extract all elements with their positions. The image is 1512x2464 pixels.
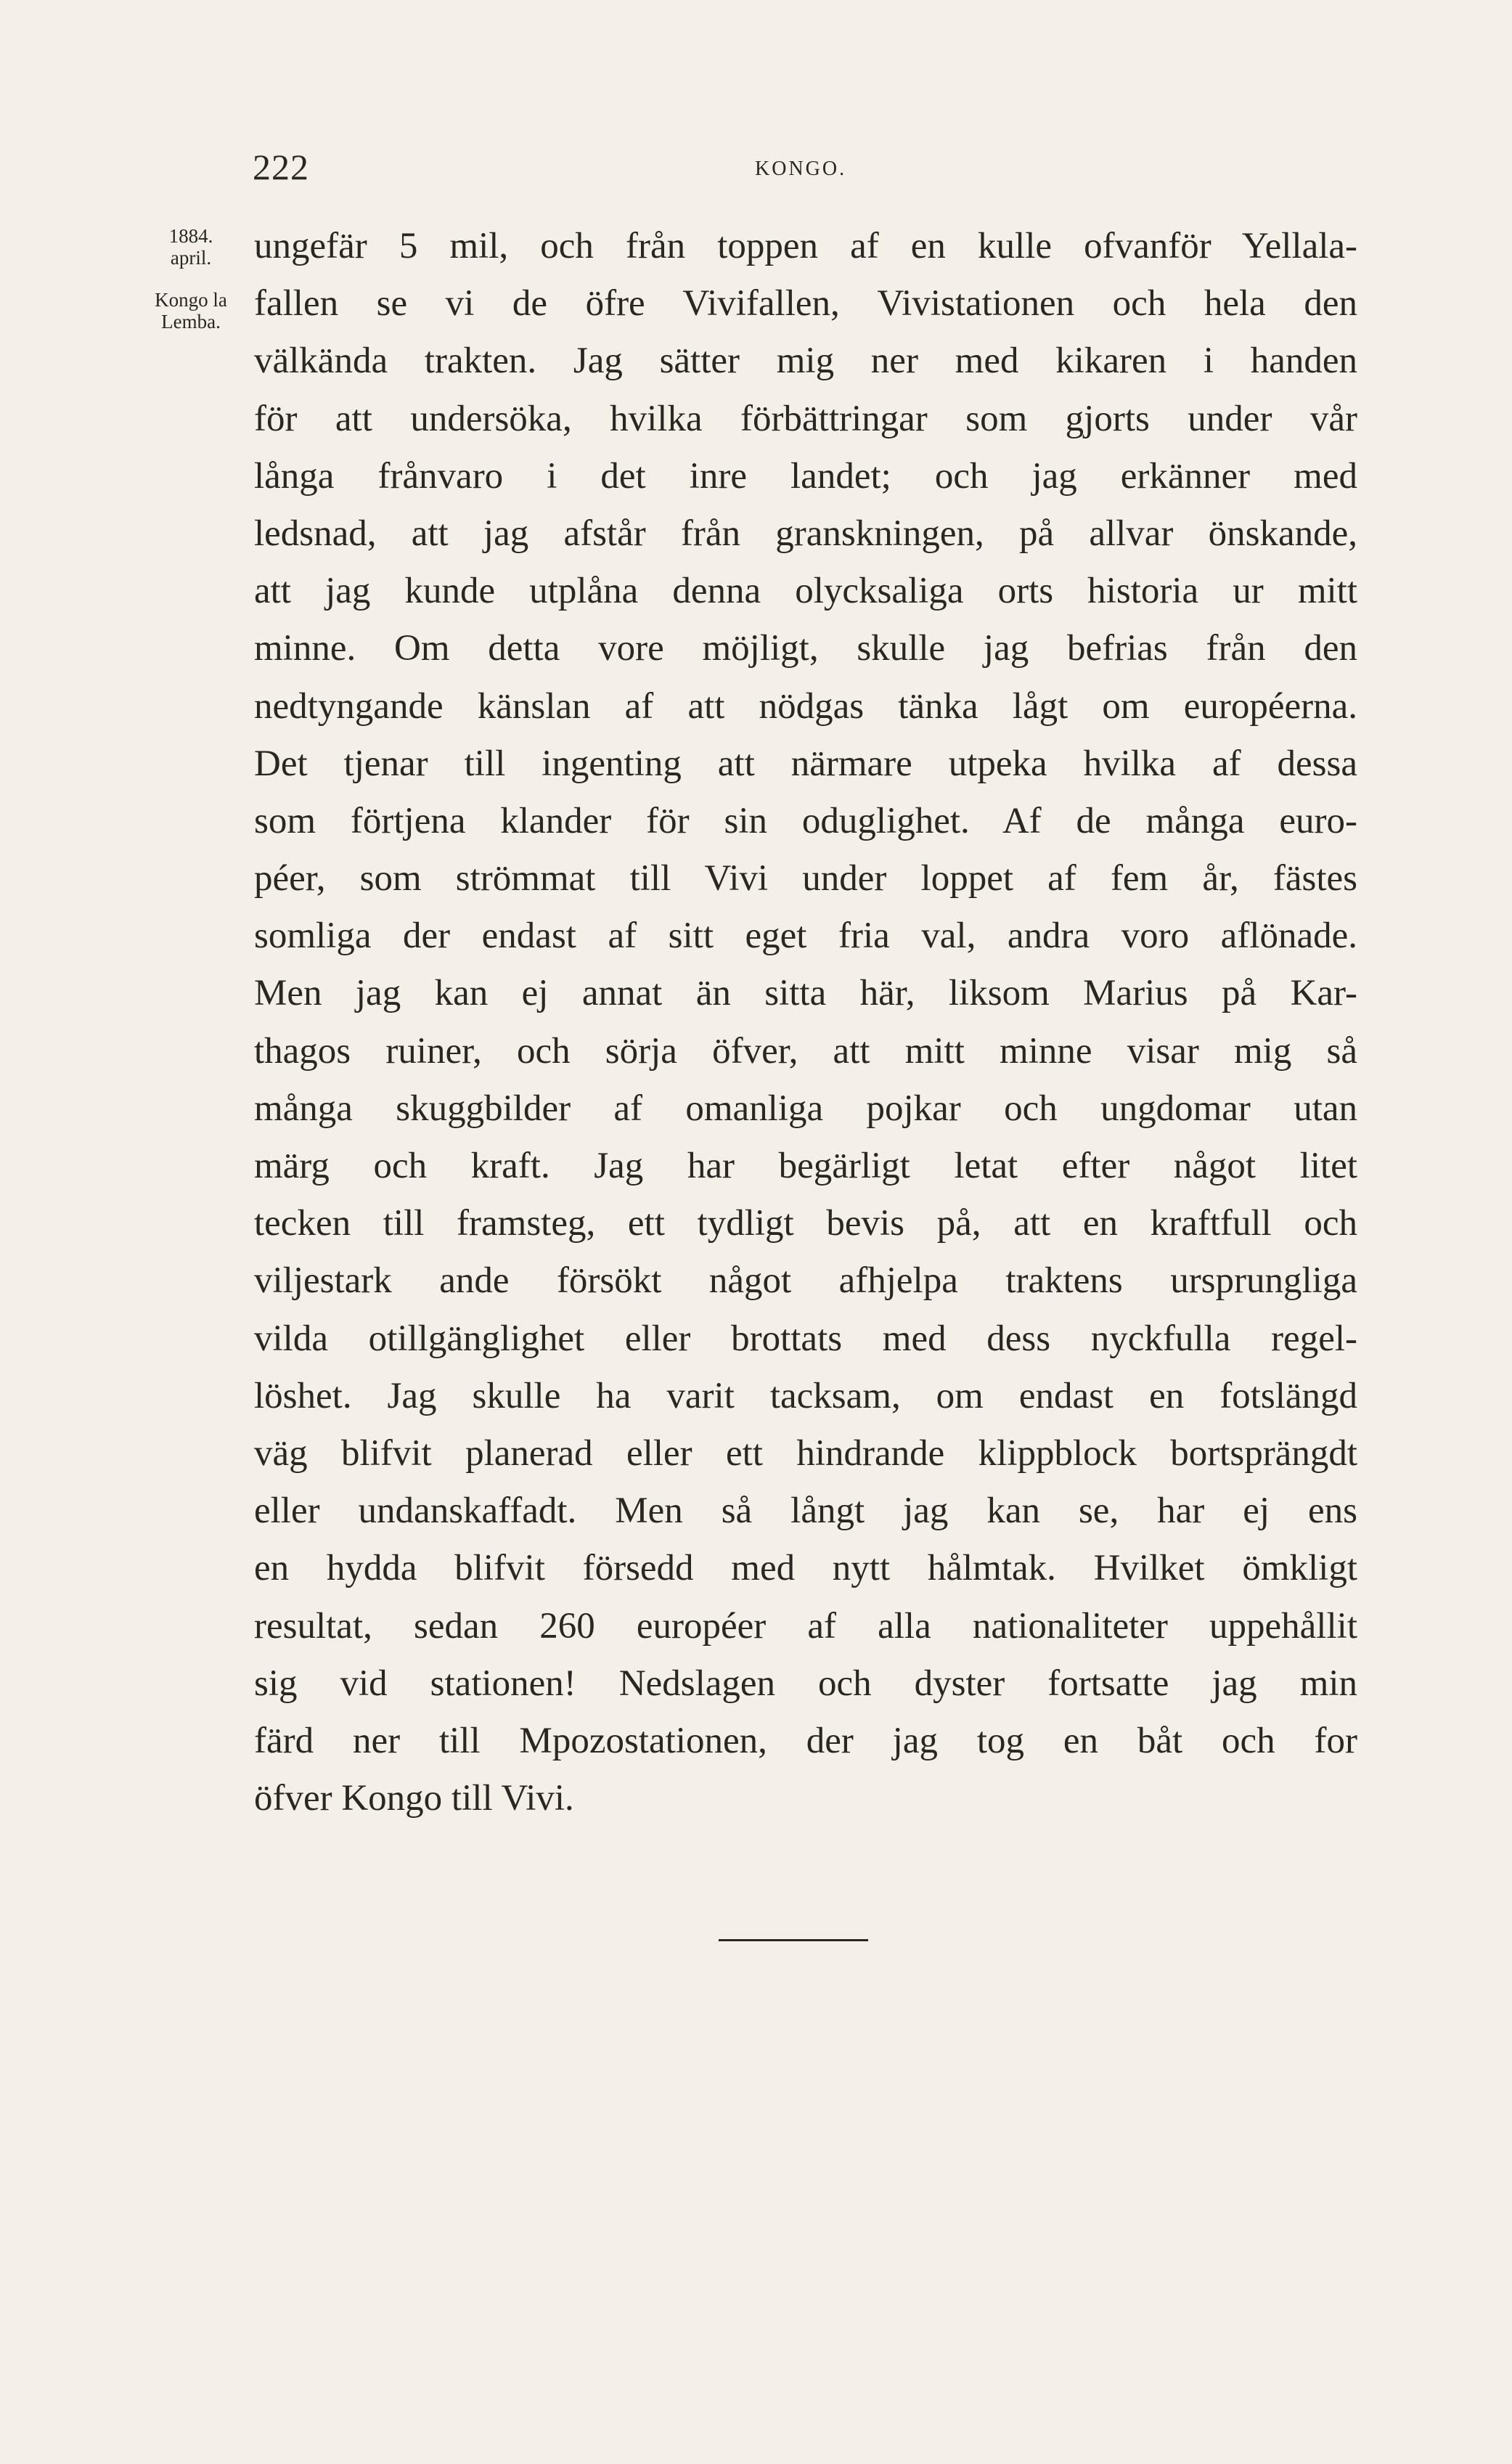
text-line: eller undanskaffadt. Men så långt jag kan se, har ej ens (254, 1490, 1357, 1532)
text-line: för att undersöka, hvilka förbättringar som gjorts under vår (254, 398, 1357, 439)
text-line: tecken till framsteg, ett tydligt bevis på, att en kraftfull och (254, 1203, 1357, 1244)
text-line: nedtyngande känslan af att nödgas tänka lågt om européerna. (254, 685, 1357, 727)
margin-note-year: 1884. (168, 225, 213, 247)
text-line: péer, som strömmat till Vivi under loppet af fem år, fästes (254, 858, 1357, 899)
text-line: somliga der endast af sitt eget fria val, andra voro aflönade. (254, 915, 1357, 957)
text-line: att jag kunde utplåna denna olycksaliga orts historia ur mitt (254, 571, 1357, 612)
text-line: löshet. Jag skulle ha varit tacksam, om endast en fotslängd (254, 1375, 1357, 1416)
body-text (254, 218, 1357, 1827)
text-line: ledsnad, att jag afstår från granskningen, på allvar önskande, (254, 513, 1357, 554)
text-line: som förtjena klander för sin oduglighet. Af de många euro- (254, 800, 1357, 841)
text-line: färd ner till Mpozostationen, der jag tog en båt och for (254, 1720, 1357, 1761)
text-line: välkända trakten. Jag sätter mig ner med kikaren i handen (254, 340, 1357, 382)
margin-notes (136, 225, 245, 333)
text-line: Men jag kan ej annat än sitta här, liksom Marius på Kar- (254, 973, 1357, 1014)
page-number: 222 (253, 147, 309, 187)
margin-note-place: Kongo la (155, 289, 227, 311)
text-line: fallen se vi de öfre Vivifallen, Vivistationen och hela den (254, 283, 1357, 325)
text-line: märg och kraft. Jag har begärligt letat efter något litet (254, 1146, 1357, 1186)
text-line-last: öfver Kongo till Vivi. (254, 1778, 574, 1819)
page-header (0, 145, 1512, 189)
text-line: Det tjenar till ingenting att närmare utpeka hvilka af dessa (254, 743, 1357, 784)
text-line: viljestark ande försökt något afhjelpa traktens ursprungliga (254, 1260, 1357, 1302)
text-line: långa frånvaro i det inre landet; och jag erkänner med (254, 455, 1357, 497)
margin-note-month: april. (170, 247, 212, 269)
section-end-rule (719, 1939, 868, 1941)
text-line: en hydda blifvit försedd med nytt hålmtak. Hvilket ömkligt (254, 1548, 1357, 1589)
text-line: minne. Om detta vore möjligt, skulle jag befrias från den (254, 628, 1357, 669)
text-line: vilda otillgänglighet eller brottats med dess nyckfulla regel- (254, 1318, 1357, 1359)
text-line: väg blifvit planerad eller ett hindrande klippblock bortsprängdt (254, 1432, 1357, 1474)
margin-note-place-cont: Lemba. (161, 311, 221, 333)
text-line: sig vid stationen! Nedslagen och dyster fortsatte jag min (254, 1663, 1357, 1704)
text-line: thagos ruiner, och sörja öfver, att mitt minne visar mig så (254, 1030, 1357, 1072)
text-line: ungefär 5 mil, och från toppen af en kulle ofvanför Yellala- (254, 226, 1357, 266)
text-line: resultat, sedan 260 européer af alla nationaliteter uppehållit (254, 1605, 1357, 1647)
running-title: KONGO. (755, 158, 847, 180)
text-line: många skuggbilder af omanliga pojkar och ungdomar utan (254, 1088, 1357, 1129)
